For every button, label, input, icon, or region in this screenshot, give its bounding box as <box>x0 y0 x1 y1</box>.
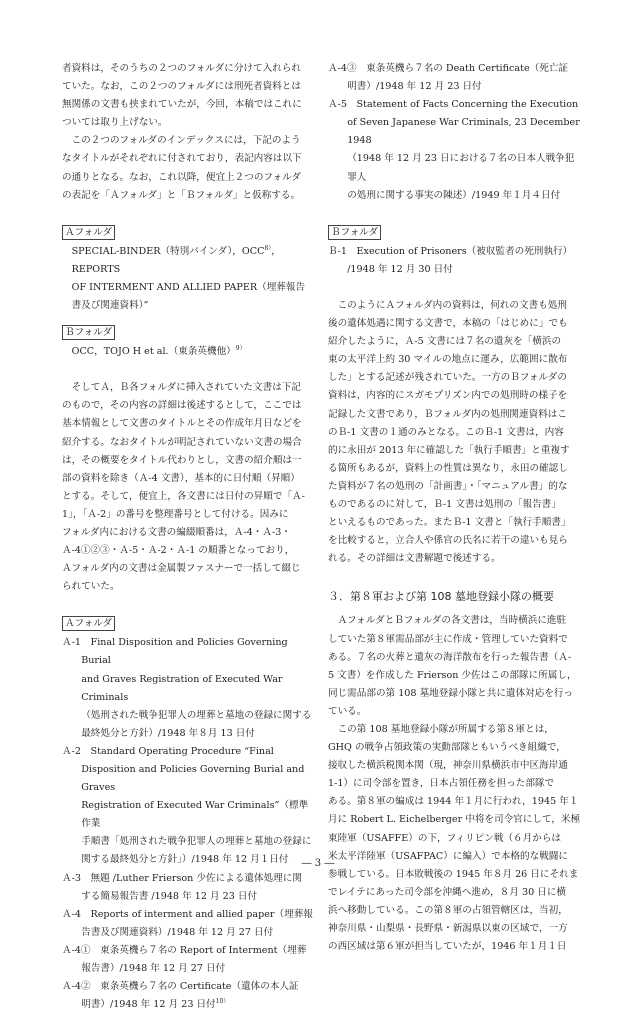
list-item: Ａ-4③ 東条英機ら７名の Death Certificate（死亡証 明書）/1948 年 12 月 23 日付 <box>328 63 569 93</box>
folder-b-label: Ｂフォルダ <box>62 325 115 340</box>
list-item: Ａ-2 Standard Operating Procedure “Final Disposition and Policies Governing Burial and Graves Registration of Executed War Criminals”（標準作業 手順書「処刑された戦争犯罪人の埋葬と墓地の登録に 関する最終処分と方針」）/1948 年 12 月１日付 <box>62 745 312 866</box>
left-column <box>62 60 317 1014</box>
list-item: Ａ-4② 東条英機ら７名の Certificate（遺体の本人証 明書）/1948 年 12 月 23 日付$^{10)}$ <box>62 981 299 1011</box>
list-item: Ａ-4① 東条英機ら７名の Report of Interment（埋葬 報告書）/1948 年 12 月 27 日付 <box>62 944 307 975</box>
right-column <box>328 60 583 956</box>
folder-a-label: Ａフォルダ <box>62 616 115 631</box>
list-item: Ｂ-1 Execution of Prisoners（被収監者の死刑執行） /1948 年 12 月 30 日付 <box>328 245 573 275</box>
paragraph: 者資料は，そのうちの２つのフォルダに分けて入れられ ていた。なお，この２つのフォルダには刑死者資料とは 無関係の文書も挟まれていたが，今回，本稿ではこれに ついては取り上げない。 <box>62 63 302 129</box>
folder-b-title: OCC，TOJO H et al.（東条英機他）$^{9)}$ <box>71 344 246 358</box>
folder-a-title: SPECIAL-BINDER（特別バインダ），$OCC^{8)}$，REPORTS OF INTERMENT AND ALLIED PAPER（埋葬報告 書及び関連資料）” <box>71 244 306 312</box>
list-item: Ａ-3 無題 /Luther Frierson 少佐による遺体処理に関 する簡易報告書 /1948 年 12 月 23 日付 <box>62 872 302 902</box>
folder-a-label: Ａフォルダ <box>62 225 115 240</box>
folder-b-label: Ｂフォルダ <box>328 225 381 240</box>
list-item: Ａ-5 Statement of Facts Concerning the Execution of Seven Japanese War Criminals, 23 December 1948 （1948 年 12 月 23 日における７名の日本人戦争犯罪人 の処刑に関する事実の陳述）/1949 年１月４日付 <box>328 99 580 201</box>
paragraph: このようにＡフォルダ内の資料は，何れの文書も処刑 後の遺体処遇に関する文書で，本稿の「はじめに」でも 紹介したように，Ａ-5 文書には７名の遺灰を「横浜の 東の太平洋上約 30 マイルの地点に運み，広範囲に散布 した」とする記述が残されていた。一方のＢフォルダの 資料は，内容的にスガモプリズン内での処刑時の様子を 記録した文書であり，Ｂフォルダ内の処刑関連資料はこ のＢ-1 文書の１通のみとなる。このＢ-1 文書は，内容 的に永田が 2013 年に確認した「執行手順書」と重複す る箇所もあるが，資料上の性質は異なり，永田の確認し た資料が７名の処刑の「計画書」・「マニュアル書」的な ものであるのに対して，Ｂ-1 文書は処刑の「報告書」 といえるものであった。またＢ-1 文書と「執行手順書」 を比較すると，立合人や係官の氏名に若干の違いも見ら れる。その詳細は文書解題で後述する。 <box>328 299 571 565</box>
page-number: ― 3 ― <box>301 858 335 869</box>
list-item: Ａ-1 Final Disposition and Policies Governing Burial and Graves Registration of Executed War Criminals （処刑された戦争犯罪人の埋葬と墓地の登録に関する 最終処分と方針）/1948 年８月 13 日付 <box>62 637 312 739</box>
paragraph: そしてＡ，Ｂ各フォルダに挿入されていた文書は下記 のもので，その内容の詳細は後述するとして，ここでは 基本情報として文書のタイトルとその作成年月日などを 紹介する。なおタイトルが明記されていない文書の場合 は，その概要をタイトル代わりとし，文書の紹介順は一 部の資料を除き（Ａ-4 文書），基本的に日付順（昇順） とする。そして，便宜上，各文書には日付の昇順で「Ａ- 1」，「Ａ-2」の番号を整理番号として付ける。因みに フォルダ内における文書の編綴順番は，Ａ-4・Ａ-3・ Ａ-4①②③・Ａ-5・Ａ-2・Ａ-1 の順番となっており， Ａフォルダ内の文書は金属製ファスナーで一括して綴じ られていた。 <box>62 382 305 593</box>
paragraph: この２つのフォルダのインデックスには，下記のよう なタイトルがそれぞれに付されており，表記内容は以下 の通りとなる。なお，これ以降，便宜上２つのフォルダ の表記を「Ａフォルダ」と「Ｂフォルダ」と仮称する。 <box>62 135 302 201</box>
paragraph: この第 108 墓地登録小隊が所属する第８軍とは， GHQ の戦争占領政策の実動部隊ともいうべき組織で， 接収した横浜税関本関（現，神奈川県横浜市中区海岸通 1-1）に司令部を置き，日本占領任務を担った部隊で ある。第８軍の編成は 1944 年１月に行われ，1945 年１ 月に Robert L. Eichelberger 中将を司令官にして，米極 東陸軍（USAFFE）の下，フィリピン戦（６月からは 米太平洋陸軍（USAFPAC）に編入）で本格的な戦闘に 参戦している。日本敗戦後の 1945 年８月 26 日にそれま でレイテにあった司令部を沖縄へ進め，８月 30 日に横 浜へ移動している。この第８軍の占領管轄区は，当初， 神奈川県・山梨県・長野県・新潟県以東の区域で，一方 の西区域は第６軍が担当していたが，1946 年１月１日 <box>328 724 581 953</box>
paragraph: ＡフォルダとＢフォルダの各文書は，当時横浜に進駐 していた第８軍需品部が主に作成・管理していた資料で ある。７名の火葬と遺灰の海洋散布を行った報告書（Ａ- 5 文書）を作成した Frierson 少佐はこの部隊に所属し， 同じ需品部の第 108 墓地登録小隊と共に遺体対応を行っ ている。 <box>328 615 577 717</box>
list-item: Ａ-4 Reports of interment and allied paper（埋葬報 告書及び関連資料）/1948 年 12 月 27 日付 <box>62 908 313 938</box>
section-heading: ３．第８軍および第 108 墓地登録小隊の概要 <box>328 590 554 604</box>
